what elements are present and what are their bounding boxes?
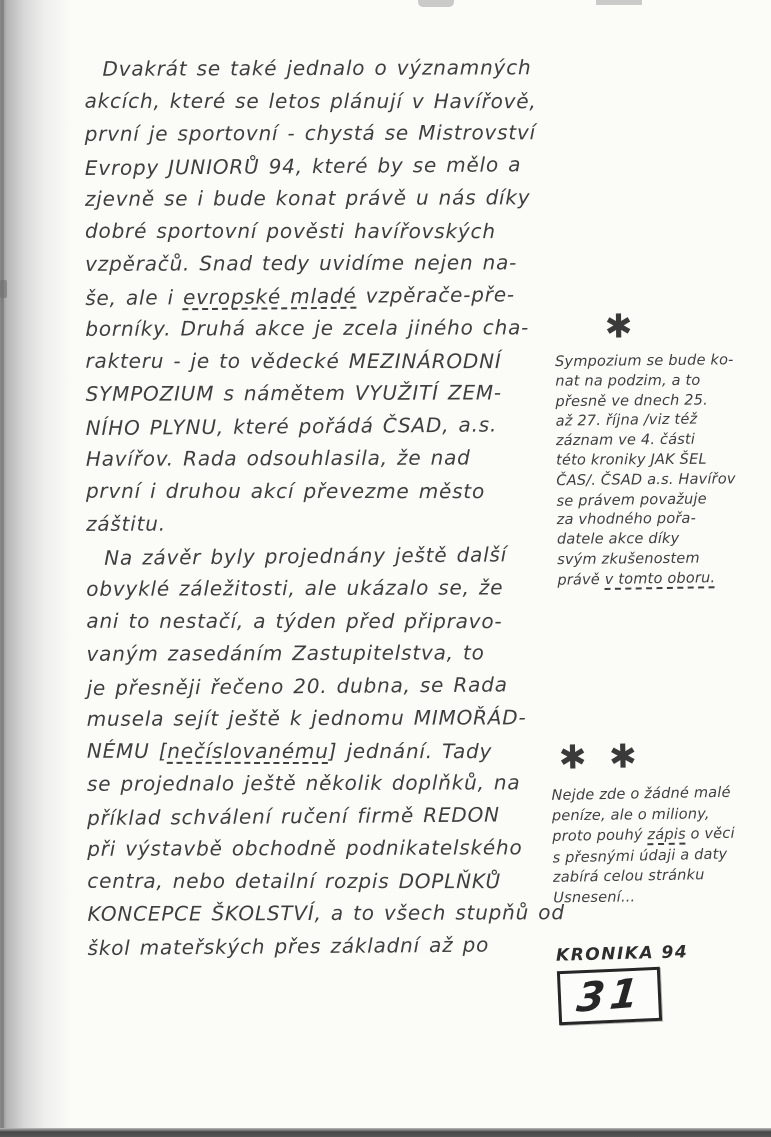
text-segment: vzpěračů. Snad tedy uvidíme nejen na- xyxy=(85,250,518,276)
scan-left-edge-line xyxy=(1,0,4,1137)
text-segment: první i druhou akcí převezme město xyxy=(85,478,486,503)
text-line xyxy=(87,766,557,800)
text-line xyxy=(87,927,557,964)
text-line xyxy=(86,506,556,540)
text-segment: je přesněji řečeno 20. dubna, se Rada xyxy=(86,671,508,700)
text-segment: evropské mladé xyxy=(182,283,357,309)
text-segment: až 27. října /viz též xyxy=(555,411,698,431)
text-line xyxy=(551,782,769,806)
text-line xyxy=(86,571,556,605)
text-line xyxy=(85,147,555,184)
text-segment: Evropy JUNIORŮ 94, které by se mělo a xyxy=(84,151,522,180)
margin-note-text xyxy=(555,351,771,591)
text-line xyxy=(556,489,771,512)
text-segment: centra, nebo detailní rozpis DOPLŇKŮ xyxy=(87,868,501,893)
text-segment: musela sejít ještě k jednomu MIMOŘÁD- xyxy=(86,705,527,731)
text-segment: se právem považuje xyxy=(556,490,707,510)
text-line xyxy=(86,376,556,410)
asterisk-icon: ✱ xyxy=(604,306,633,346)
text-line xyxy=(86,604,556,637)
text-segment: o věci xyxy=(685,825,735,843)
scan-smudge xyxy=(418,0,454,7)
text-segment: při výstavbě obchodně podnikatelského xyxy=(87,835,523,861)
text-segment: akcích, které se letos plánují v Havířově, xyxy=(84,88,537,113)
text-line xyxy=(556,450,771,471)
text-line xyxy=(85,311,555,345)
text-line xyxy=(556,470,771,492)
text-line xyxy=(552,803,770,826)
text-line xyxy=(85,344,555,377)
text-segment: Havířov. Rada odsouhlasila, že nad xyxy=(85,445,471,471)
text-segment: zjevně se i bude konat právě u nás díky xyxy=(84,185,531,211)
text-line xyxy=(87,734,557,767)
text-segment: s přesnými údaji a daty xyxy=(552,846,728,867)
text-line xyxy=(85,84,555,117)
text-segment: NÍHO PLYNU, které pořádá ČSAD, a.s. xyxy=(85,411,498,440)
text-line xyxy=(86,441,556,475)
main-text-block xyxy=(84,51,565,963)
text-segment: nečíslovanému xyxy=(167,738,329,763)
text-segment: škol mateřských přes základní až po xyxy=(87,932,490,960)
text-line xyxy=(87,831,557,865)
text-line xyxy=(555,371,771,392)
text-segment: záznam ve 4. části xyxy=(555,431,696,450)
text-line xyxy=(84,51,554,85)
text-segment: této kroniky JAK ŠEL xyxy=(556,451,707,469)
text-line xyxy=(86,474,556,507)
text-segment: vzpěrače-pře- xyxy=(356,281,515,308)
text-segment: datele akce díky xyxy=(556,531,680,548)
text-line xyxy=(87,701,557,735)
text-segment: ČAS/. ČSAD a.s. Havířov xyxy=(556,471,736,489)
text-segment: ] jednání. Tady xyxy=(328,738,493,763)
text-line xyxy=(557,549,771,571)
margin-note-1 xyxy=(555,305,771,591)
text-segment: první je sportovní - chystá se Mistrovství xyxy=(84,120,537,146)
text-segment: se projednalo ještě několik doplňků, na xyxy=(86,770,521,796)
text-segment: borníky. Druhá akce je zcela jiného cha- xyxy=(85,315,530,341)
text-segment: Na závěr byly projednány ještě další xyxy=(104,541,508,570)
text-segment: proto pouhý xyxy=(552,827,648,846)
text-segment: dobré sportovní pověsti havířovských xyxy=(85,218,496,243)
text-line xyxy=(557,530,771,551)
text-segment: Dvakrát se také jednalo o významných xyxy=(102,55,532,81)
text-segment: KONCEPCE ŠKOLSTVÍ, a to všech stupňů od xyxy=(87,900,565,926)
scan-bottom-edge xyxy=(0,1128,771,1137)
margin-note-text xyxy=(551,782,771,909)
text-segment: še, ale i xyxy=(85,284,184,310)
text-line xyxy=(87,797,557,834)
text-line xyxy=(86,636,556,670)
page-number-box xyxy=(557,967,662,1025)
text-segment: nat na podzim, a to xyxy=(555,372,701,390)
text-segment: SYMPOZIUM s námětem VYUŽITÍ ZEM- xyxy=(85,380,502,406)
text-line xyxy=(87,864,557,897)
page-footer xyxy=(556,944,688,1023)
text-line xyxy=(87,896,565,930)
text-segment: přesně ve dnech 25. xyxy=(555,392,709,410)
text-segment: v tomto oboru. xyxy=(604,569,716,588)
text-line xyxy=(86,667,556,704)
text-segment: Usnesení... xyxy=(553,889,636,907)
scan-smudge xyxy=(596,0,642,5)
double-asterisk-icon: ✱ ✱ xyxy=(558,736,643,777)
text-segment: NÉMU [ xyxy=(86,738,168,763)
text-segment: právě xyxy=(557,571,605,589)
text-segment: Nejde zde o žádné malé xyxy=(551,784,731,804)
text-segment: vaným zasedáním Zastupitelstva, to xyxy=(86,640,485,666)
text-line xyxy=(85,277,555,314)
text-line xyxy=(85,116,555,150)
text-line xyxy=(86,537,556,574)
chronicle-label: KRONIKA 94 xyxy=(555,942,689,966)
text-line xyxy=(555,351,771,373)
text-line xyxy=(85,214,555,247)
text-line xyxy=(556,430,771,452)
text-segment: svým zkušenostem xyxy=(557,550,700,569)
text-segment: rakteru - je to vědecké MEZINÁRODNÍ xyxy=(85,348,502,373)
text-segment: zabírá celou stránku xyxy=(552,867,705,887)
text-segment: příklad schválení ručení firmě REDON xyxy=(86,801,500,830)
text-line xyxy=(556,410,771,433)
scan-smudge xyxy=(0,280,7,298)
text-segment: záštitu. xyxy=(86,511,166,536)
text-line xyxy=(557,568,771,591)
text-line xyxy=(553,886,771,909)
text-segment: obvyklé záležitosti, ale ukázalo se, že xyxy=(86,575,504,601)
text-line xyxy=(557,509,771,531)
text-segment: za vhodného pořa- xyxy=(556,511,697,529)
page-number: 31 xyxy=(574,970,645,1022)
text-line xyxy=(86,407,556,444)
text-line xyxy=(85,246,555,280)
text-line xyxy=(85,181,555,215)
text-segment: peníze, ale o miliony, xyxy=(551,805,710,825)
text-segment: Sympozium se bude ko- xyxy=(555,352,734,371)
scan-left-shadow xyxy=(0,0,72,1137)
margin-note-2 xyxy=(551,734,771,909)
text-segment: ani to nestačí, a týden před připravo- xyxy=(86,608,503,633)
text-segment: zápis xyxy=(647,826,686,844)
